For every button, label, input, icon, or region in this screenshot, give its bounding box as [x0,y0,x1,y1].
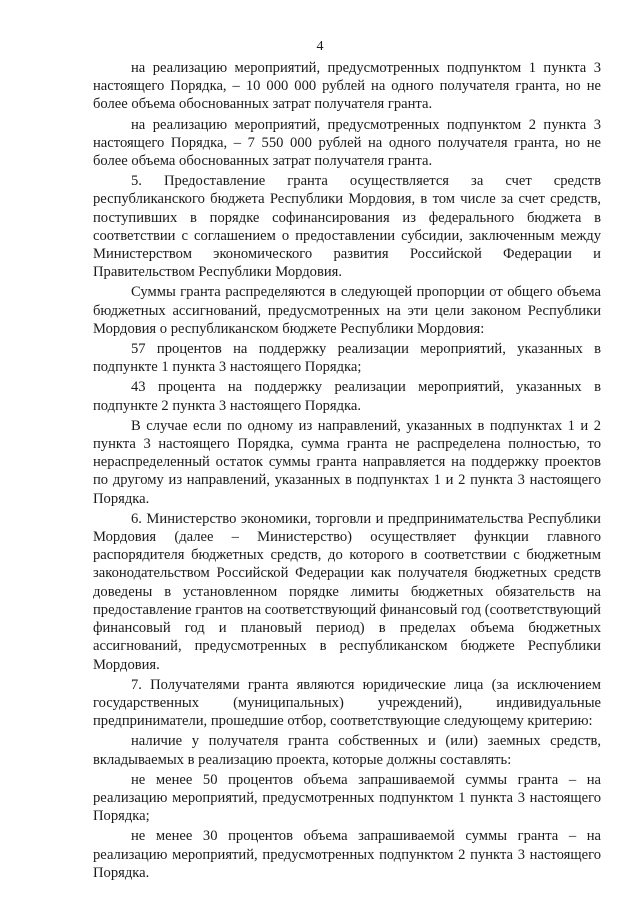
paragraph-remaining-balance: В случае если по одному из направлений, указанных в подпунктах 1 и 2 пункта 3 настоящего Порядка, сумма гранта не распределена полностью, то нераспределенный остаток суммы гранта направляется на поддержку проектов по другому из направлений, указанных в подпунктах 1 и 2 пункта 3 настоящего Порядка. [93,417,601,507]
paragraph-grant-limit-subpoint-1: на реализацию мероприятий, предусмотренных подпунктом 1 пункта 3 настоящего Порядка, – 10 000 000 рублей на одного получателя гранта, но не более объема обоснованных затрат получателя гранта. [93,60,601,113]
document-body [93,59,601,882]
paragraph-50-percent: не менее 50 процентов объема запрашиваемой суммы гранта – на реализацию мероприятий, предусмотренных подпунктом 1 пункта 3 настоящего Порядка; [93,771,601,825]
paragraph-grant-limit-subpoint-2: на реализацию мероприятий, предусмотренных подпунктом 2 пункта 3 настоящего Порядка, – 7 550 000 рублей на одного получателя гранта, но не более объема обоснованных затрат получателя гранта. [93,116,601,170]
paragraph-item-5-funding-source: 5. Предоставление гранта осуществляется за счет средств республиканского бюджета Республики Мордовия, в том числе за счет средств, поступивших в порядке софинансирования из федерального бюджета в соответствии с соглашением о предоставлении субсидии, заключенным между Министерством экономического развития Российской Федерации и Правительством Республики Мордовия. [93,173,601,281]
paragraph-own-funds: наличие у получателя гранта собственных и (или) заемных средств, вкладываемых в реализацию проекта, которые должны составлять: [93,733,601,768]
paragraph-item-6-ministry: 6. Министерство экономики, торговли и предпринимательства Республики Мордовия (далее – Министерство) осуществляет функции главного распорядителя бюджетных средств, до которого в соответствии с бюджетным законодательством Российской Федерации как получателя бюджетных средств доведены в установленном порядке лимиты бюджетных обязательств на предоставление грантов на соответствующий финансовый год (соответствующий финансовый год и плановый период) в пределах объема бюджетных ассигнований, предусмотренных в республиканском бюджете Республики Мордовия. [93,510,601,673]
paragraph-57-percent: 57 процентов на поддержку реализации мероприятий, указанных в подпункте 1 пункта 3 настоящего Порядка; [93,341,601,376]
paragraph-item-7-recipients: 7. Получателями гранта являются юридические лица (за исключением государственных (муниципальных) учреждений), индивидуальные предприниматели, прошедшие отбор, соответствующие следующему критерию: [93,676,601,730]
paragraph-30-percent: не менее 30 процентов объема запрашиваемой суммы гранта – на реализацию мероприятий, предусмотренных подпунктом 2 пункта 3 настоящего Порядка. [93,828,601,881]
page-number: 4 [316,39,324,54]
paragraph-43-percent: 43 процента на поддержку реализации мероприятий, указанных в подпункте 2 пункта 3 настоящего Порядка. [93,379,601,414]
paragraph-grant-distribution: Суммы гранта распределяются в следующей пропорции от общего объема бюджетных ассигнований, предусмотренных на эти цели законом Республики Мордовия о республиканском бюджете Республики Мордовия: [93,284,601,337]
